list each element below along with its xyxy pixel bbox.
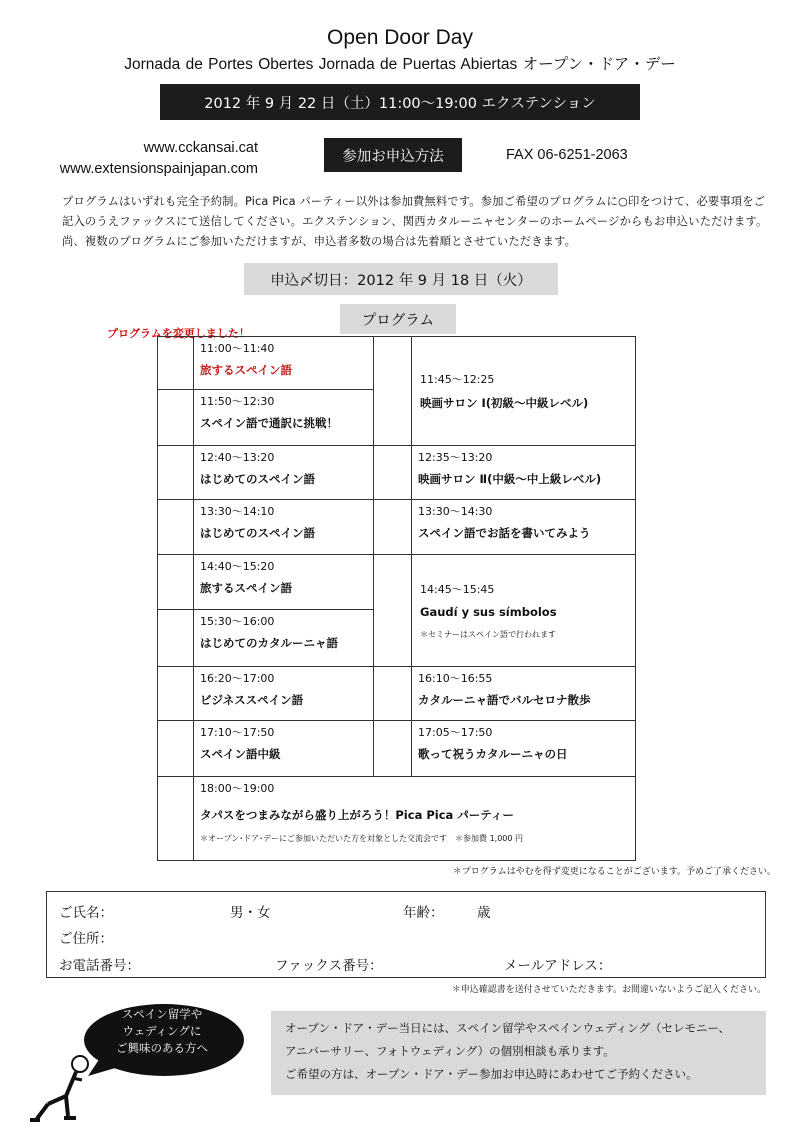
bubble-text: スペイン留学や ウェディングに ご興味のある方へ [116, 1007, 208, 1055]
schedule-table [157, 336, 636, 861]
checkbox-cell[interactable] [374, 500, 412, 555]
thinking-person-icon [18, 1054, 98, 1124]
application-form [46, 891, 766, 978]
intro-text: プログラムはいずれも完全予約制。Pica Pica パーティー以外は参加費無料です。参加ご希望のプログラムに○印をつけて、必要事項をご記入のうえファックスにて送信してください。エクステンション、関西カタルーニャセンターのホームページからもお申込いただけます。尚、複数のプログラムにご参加いただけますが、申込者多数の場合は先着順とさせていただきます。 [62, 195, 768, 248]
gender-field[interactable]: 男・女 [230, 905, 271, 921]
checkbox-cell[interactable] [374, 721, 412, 777]
checkbox-cell[interactable] [374, 337, 412, 446]
checkbox-cell[interactable] [158, 446, 194, 500]
session-cell: 14:40〜15:20 旅するスペイン語 [194, 555, 374, 610]
program-changed-notice: プログラムを変更しました！ [107, 327, 250, 340]
session-cell: 11:00〜11:40 旅するスペイン語 [194, 337, 374, 390]
checkbox-cell[interactable] [158, 667, 194, 721]
session-cell: 16:10〜16:55 カタルーニャ語でバルセロナ散歩 [412, 667, 636, 721]
session-cell: 11:45〜12:25 映画サロン Ⅰ(初級〜中級レベル) [412, 337, 636, 446]
session-cell-party: 18:00〜19:00 タパスをつまみながら盛り上がろう！Pica Pica パーティー ＊オープン･ドア･デーにご参加いただいた方を対象とした交流会です ＊参加費 1,000 円 [194, 777, 636, 861]
age-field-label[interactable]: 年齢： [403, 905, 444, 921]
checkbox-cell[interactable] [158, 500, 194, 555]
program-footnote: ＊プログラムはやむを得ず変更になることがございます。予めご了承ください。 [452, 867, 776, 877]
checkbox-cell[interactable] [158, 337, 194, 390]
name-field-label[interactable]: ご氏名： [59, 905, 113, 921]
fax-field-label[interactable]: ファックス番号： [275, 958, 383, 974]
checkbox-cell[interactable] [158, 555, 194, 610]
checkbox-cell[interactable] [158, 777, 194, 861]
session-cell: 13:30〜14:30 スペイン語でお話を書いてみよう [412, 500, 636, 555]
session-cell: 17:10〜17:50 スペイン語中級 [194, 721, 374, 777]
checkbox-cell[interactable] [158, 721, 194, 777]
session-cell: 14:45〜15:45 Gaudí y sus símbolos ＊セミナーはスペイン語で行われます [412, 555, 636, 667]
page-subtitle: Jornada de Portes Obertes Jornada de Puertas Abiertas オープン・ドア・デー [124, 56, 676, 73]
form-footnote: ＊申込確認書を送付させていただきます。お間違いないようご記入ください。 [451, 985, 766, 995]
date-banner: 2012 年 9 月 22 日（土）11:00〜19:00 エクステンション [160, 84, 640, 120]
session-cell: 17:05〜17:50 歌って祝うカタルーニャの日 [412, 721, 636, 777]
consultation-box: オープン・ドア・デー当日には、スペイン留学やスペインウェディング（セレモニー、 アニバーサリー、フォトウェディング）の個別相談も承ります。 ご希望の方は、オープン・ドア・デー参加お申込時にあわせてご予約ください。 [271, 1011, 766, 1095]
session-cell: 16:20〜17:00 ビジネススペイン語 [194, 667, 374, 721]
checkbox-cell[interactable] [158, 390, 194, 446]
apply-method-label: 参加お申込方法 [324, 138, 462, 172]
program-heading: プログラム [340, 304, 456, 334]
fax-number: FAX 06-6251-2063 [506, 147, 628, 163]
email-field-label[interactable]: メールアドレス： [504, 958, 612, 974]
session-cell: 11:50〜12:30 スペイン語で通訳に挑戦！ [194, 390, 374, 446]
age-unit: 歳 [477, 905, 491, 921]
checkbox-cell[interactable] [374, 555, 412, 667]
address-field-label[interactable]: ご住所： [59, 931, 113, 947]
page-title: Open Door Day [327, 26, 473, 49]
session-cell: 13:30〜14:10 はじめてのスペイン語 [194, 500, 374, 555]
website-link-extension[interactable]: www.extensionspainjapan.com [59, 161, 258, 177]
session-cell: 12:40〜13:20 はじめてのスペイン語 [194, 446, 374, 500]
session-cell: 12:35〜13:20 映画サロン Ⅱ(中級〜中上級レベル) [412, 446, 636, 500]
checkbox-cell[interactable] [374, 446, 412, 500]
website-list [18, 138, 258, 180]
checkbox-cell[interactable] [158, 610, 194, 667]
checkbox-cell[interactable] [374, 667, 412, 721]
session-cell: 15:30〜16:00 はじめてのカタルーニャ語 [194, 610, 374, 667]
website-link-cckansai[interactable]: www.cckansai.cat [143, 140, 258, 156]
phone-field-label[interactable]: お電話番号： [59, 958, 140, 974]
deadline-box: 申込〆切日：2012 年 9 月 18 日（火） [244, 263, 558, 295]
